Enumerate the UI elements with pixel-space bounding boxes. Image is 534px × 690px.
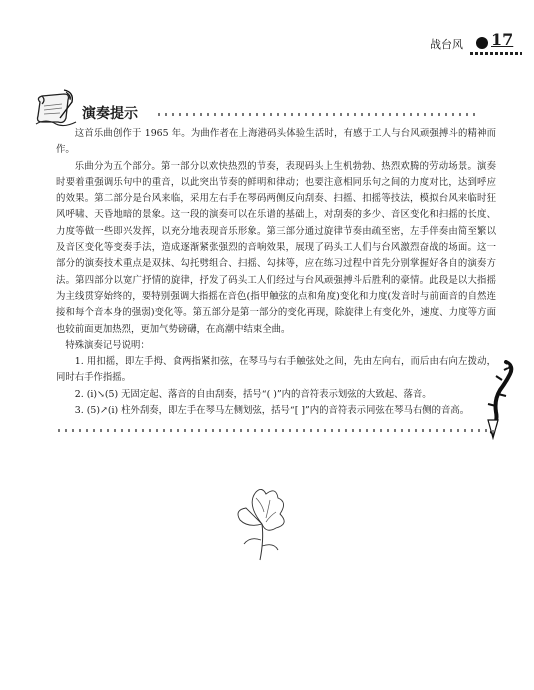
intro-paragraph: 这首乐曲创作于 1965 年。为曲作者在上海港码头体验生活时，有感于工人与台风顽强搏斗的精神而作。 (56, 128, 496, 156)
dotted-divider-top (158, 113, 476, 116)
body-text (56, 126, 496, 419)
dotted-divider-bottom (58, 429, 488, 432)
notation-item-2: 2. (i)↘(5) 无固定起、落音的自由刮奏，括号“( )”内的音符表示划弦的大致起、落音。 (74, 388, 432, 400)
running-title: 战台风 (430, 38, 463, 51)
page-header (0, 30, 534, 62)
flower-sketch-icon (226, 484, 298, 562)
page-number: 17 (491, 30, 514, 49)
notation-heading: 特殊演奏记号说明： (65, 339, 150, 351)
structure-paragraph: 乐曲分为五个部分。第一部分以欢快热烈的节奏，表现码头上生机勃勃、热烈欢腾的劳动场景。演奏时要着重强调乐句中的重音，以此突出节奏的鲜明和律动；也要注意相同乐句之间的力度对比，达到呼应的效果。第二部分是台风来临，采用左右手在琴码两侧反向刮奏、扫摇、扣摇等技法，模拟台风来临时狂风呼啸、天昏地暗的景象。这一段的演奏可以在乐谱的基础上，对刮奏的多少、音区变化和扫摇的长度、力度等做一些即兴发挥，以充分地表现音乐形象。第三部分通过旋律节奏由疏至密，左手伴奏由简至繁以及音区变化等变奏手法，造成逐渐紧张强烈的音响效果，展现了码头工人们与台风激烈奋战的场面。这一部分的演奏技术重点是双抹、勾托劈组合、扫摇、勾抹等，应在练习过程中首先分别掌握好各自的演奏方法。第四部分以宽广抒情的旋律，抒发了码头工人们经过与台风顽强搏斗后胜利的豪情。此段是以大指摇为主线贯穿始终的，要特别强调大指摇在音色(指甲触弦的点和角度)变化和力度(发音时与前面音的自然连接和每个音本身的强弱)变化等。第五部分是第一部分的变化再现，除旋律上有变化外，速度、力度等方面也较前面更加热烈，更加气势磅礴，在高潮中结束全曲。 (56, 160, 496, 335)
header-bullet-icon (476, 37, 488, 49)
header-dotted-rule (470, 52, 522, 55)
notation-item-3: 3. (5)↗(i) 柱外刮奏，即左手在琴马左侧划弦，括号“[ ]”内的音符表示同弦在琴马右侧的音高。 (74, 405, 470, 417)
section-title: 演奏提示 (82, 106, 138, 122)
scroll-quill-icon (34, 88, 78, 128)
notation-item-1: 1. 用扣摇，即左手拇、食两指紧扣弦，在琴马与右手触弦处之间，先由左向右，而后由右向左拨动，同时右手作指摇。 (56, 356, 496, 384)
lizard-pen-icon (476, 360, 516, 440)
